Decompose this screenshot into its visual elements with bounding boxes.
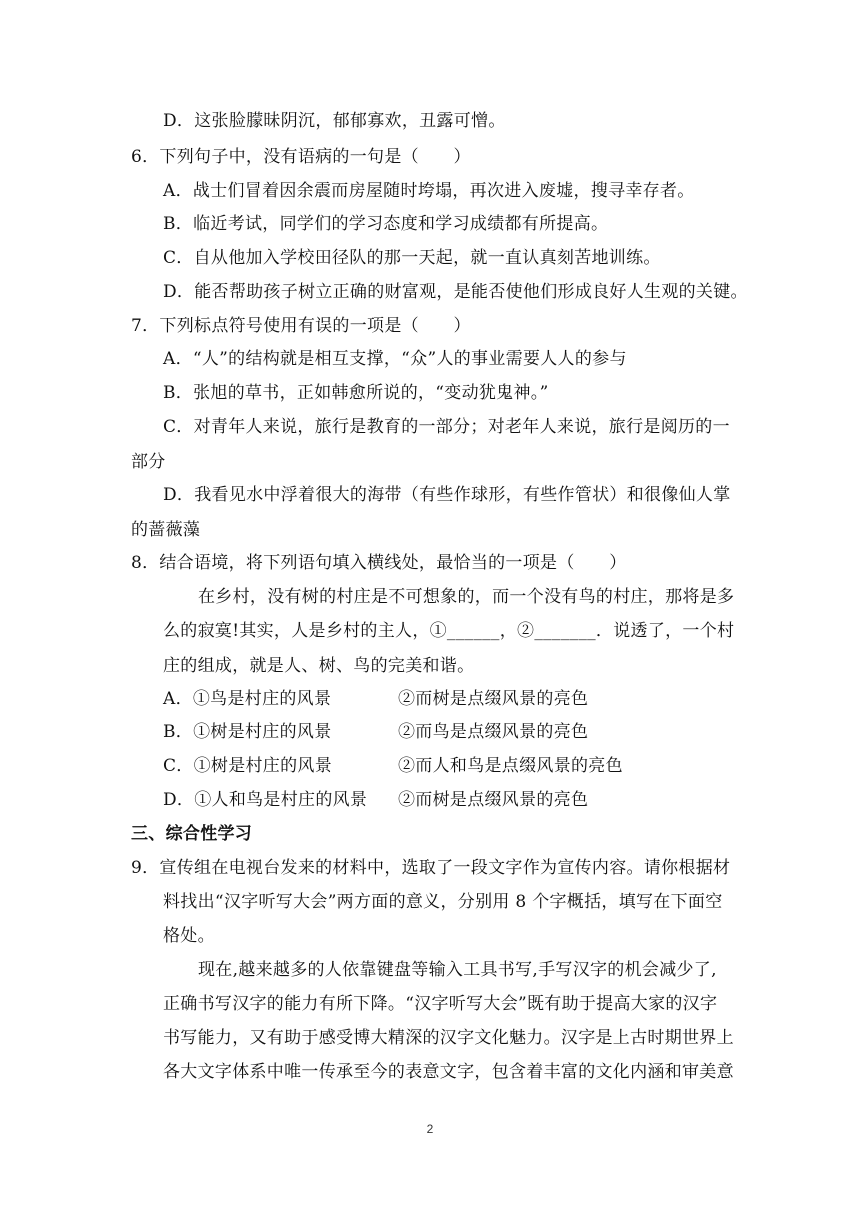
q9-stem-line3: 格处。 [163, 926, 215, 946]
q7-option-c-line2: 部分 [131, 452, 166, 472]
q7-stem: 7．下列标点符号使用有误的一项是（ ） [131, 316, 471, 336]
q8-passage-line1: 在乡村，没有树的村庄是不可想象的，而一个没有鸟的村庄，那将是多 [198, 587, 735, 607]
q6-option-a: A．战士们冒着因余震而房屋随时垮塌，再次进入废墟，搜寻幸存者。 [163, 181, 695, 201]
q8-passage-line3: 庄的组成，就是人、树、鸟的完美和谐。 [163, 656, 475, 676]
q6-option-b: B．临近考试，同学们的学习态度和学习成绩都有所提高。 [163, 214, 609, 234]
q7-option-d-line1: D．我看见水中浮着很大的海带（有些作球形，有些作管状）和很像仙人掌 [163, 485, 731, 505]
q6-stem: 6．下列句子中，没有语病的一句是（ ） [131, 147, 471, 167]
q6-option-d: D．能否帮助孩子树立正确的财富观，是能否使他们形成良好人生观的关键。 [163, 282, 748, 302]
q7-option-a: A．“人”的结构就是相互支撑，“众”人的事业需要人人的参与 [163, 349, 627, 369]
q8-option-d-second: ②而树是点缀风景的亮色 [398, 790, 589, 810]
q9-passage-line2: 正确书写汉字的能力有所下降。“汉字听写大会”既有助于提高大家的汉字 [163, 994, 718, 1014]
q8-option-b-first: B．①树是村庄的风景 [163, 722, 332, 742]
q9-stem-line2: 料找出“汉字听写大会”两方面的意义，分别用 8 个字概括，填写在下面空 [163, 892, 723, 912]
q9-passage-line3: 书写能力，又有助于感受博大精深的汉字文化魅力。汉字是上古时期世界上 [163, 1028, 734, 1048]
q9-passage-line4: 各大文字体系中唯一传承至今的表意文字，包含着丰富的文化内涵和审美意 [163, 1062, 734, 1082]
q7-option-c-line1: C．对青年人来说，旅行是教育的一部分；对老年人来说，旅行是阅历的一 [163, 417, 730, 437]
q8-option-a-first: A．①鸟是村庄的风景 [163, 689, 332, 709]
q8-passage-line2: 么的寂寞!其实，人是乡村的主人，①______，②_______．说透了，一个村 [163, 621, 735, 641]
q9-stem-line1: 9．宣传组在电视台发来的材料中，选取了一段文字作为宣传内容。请你根据材 [131, 858, 731, 878]
q6-option-c: C．自从他加入学校田径队的那一天起，就一直认真刻苦地训练。 [163, 248, 661, 268]
q7-option-d-line2: 的蔷薇藻 [131, 520, 201, 540]
q8-stem: 8．结合语境，将下列语句填入横线处，最恰当的一项是（ ） [131, 553, 627, 573]
q8-option-a-second: ②而树是点缀风景的亮色 [398, 689, 589, 709]
q8-option-c-first: C．①树是村庄的风景 [163, 756, 333, 776]
q8-option-c-second: ②而人和鸟是点缀风景的亮色 [398, 756, 623, 776]
q9-passage-line1: 现在,越来越多的人依靠键盘等输入工具书写,手写汉字的机会减少了, [198, 960, 717, 980]
q8-option-d-first: D．①人和鸟是村庄的风景 [163, 790, 368, 810]
q7-option-b: B．张旭的草书，正如韩愈所说的，“变动犹鬼神。” [163, 383, 549, 403]
page-number: 2 [426, 1122, 434, 1136]
q8-option-b-second: ②而鸟是点缀风景的亮色 [398, 722, 589, 742]
section-title: 三、综合性学习 [131, 824, 253, 844]
q5-option-d: D．这张脸朦昧阴沉，郁郁寡欢，丑露可憎。 [163, 111, 506, 131]
